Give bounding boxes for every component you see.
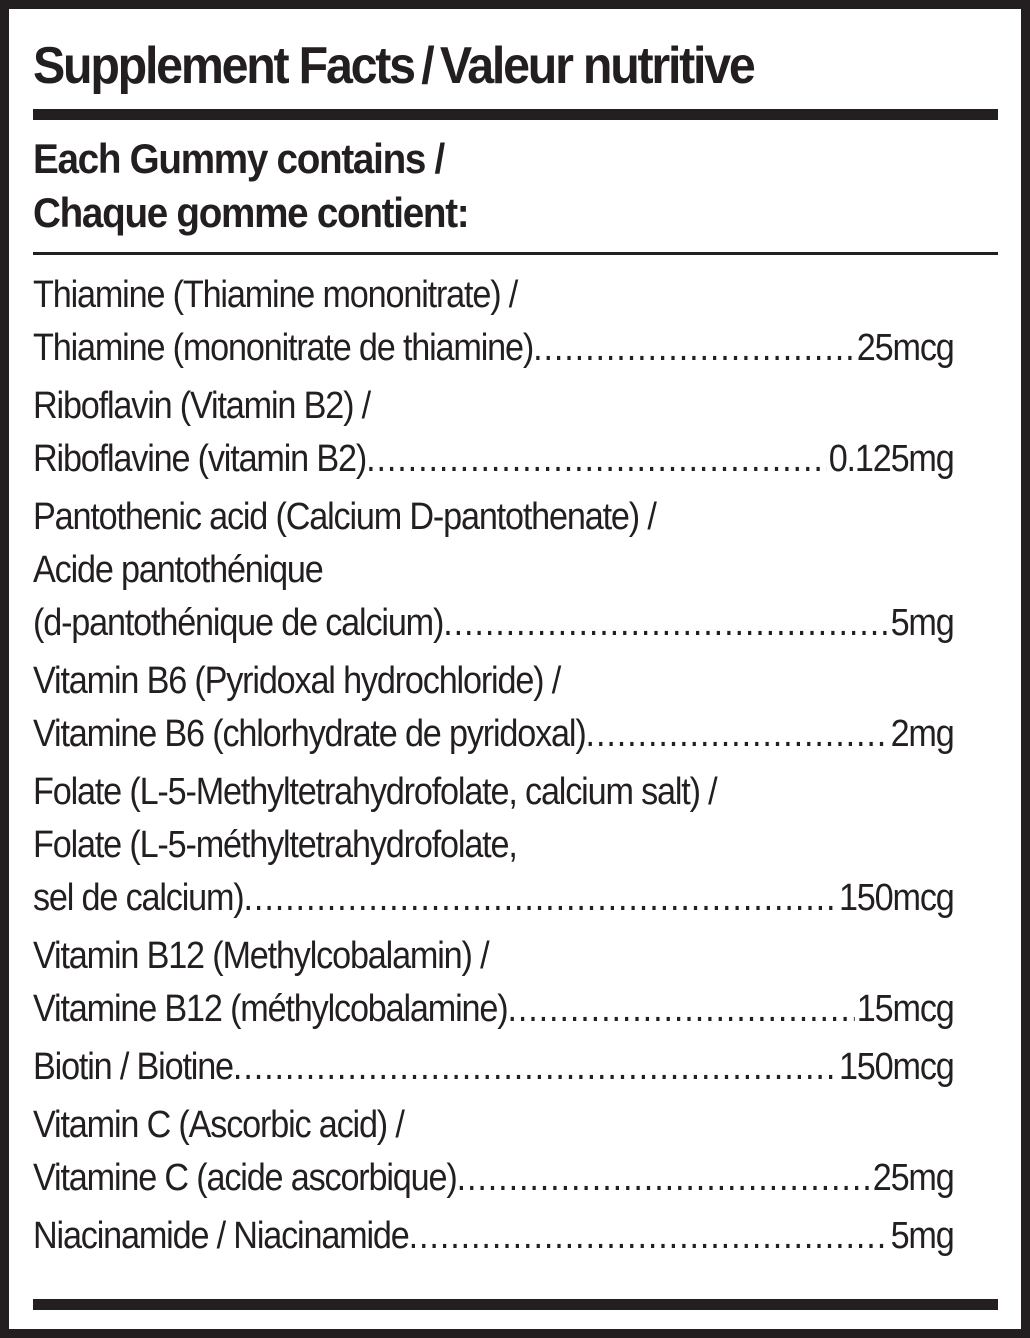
serving-heading — [33, 132, 921, 240]
ingredient-name-line: Pantothenic acid (Calcium D-pantothenate) / — [33, 496, 656, 538]
ingredient-name-line: Vitamin C (Ascorbic acid) / — [33, 1104, 404, 1146]
ingredient-amount-line — [33, 1041, 954, 1094]
ingredient-name-line: Riboflavin (Vitamin B2) / — [33, 385, 370, 427]
ingredient-name-line: Vitamin B6 (Pyridoxal hydrochloride) / — [33, 660, 561, 702]
serving-line-french: Chaque gomme contient: — [33, 189, 469, 236]
ingredient-amount-line — [33, 597, 954, 650]
ingredient-row — [33, 491, 954, 650]
ingredient-name-line: (d-pantothénique de calcium) — [33, 602, 444, 644]
ingredient-amount-line — [33, 872, 954, 925]
dot-leader — [244, 872, 838, 925]
ingredient-row — [33, 1099, 954, 1205]
ingredient-row — [33, 655, 954, 761]
ingredient-name-line: Folate (L-5-méthyltetrahydrofolate, — [33, 824, 517, 866]
ingredient-amount: 0.125mg — [828, 438, 954, 480]
ingredient-name-line: Riboflavine (vitamin B2) — [33, 438, 367, 480]
ingredient-amount-line — [33, 708, 954, 761]
ingredient-row — [33, 1210, 954, 1263]
ingredient-row — [33, 1041, 954, 1094]
ingredient-row — [33, 766, 954, 925]
ingredient-amount-line — [33, 1152, 954, 1205]
ingredient-name-line: Folate (L-5-Methyltetrahydrofolate, calcium salt) / — [33, 771, 717, 813]
dot-leader — [533, 322, 855, 375]
ingredient-amount: 15mcg — [856, 988, 954, 1030]
ingredient-amount-line — [33, 433, 954, 486]
ingredient-amount: 2mg — [890, 713, 954, 755]
title-divider — [33, 109, 998, 120]
ingredient-name-line: Biotin / Biotine — [33, 1046, 233, 1088]
ingredient-row — [33, 930, 954, 1036]
ingredient-name-line: Niacinamide / Niacinamide — [33, 1215, 409, 1257]
ingredient-amount-line — [33, 322, 954, 375]
ingredient-list — [33, 269, 998, 1263]
ingredient-amount: 25mcg — [856, 327, 954, 369]
ingredient-amount: 5mg — [890, 1215, 954, 1257]
ingredient-name-line: sel de calcium) — [33, 877, 244, 919]
ingredient-name-line: Acide pantothénique — [33, 549, 323, 591]
ingredient-amount-line — [33, 1210, 954, 1263]
ingredient-name-line: Vitamine C (acide ascorbique) — [33, 1157, 457, 1199]
ingredient-amount: 25mg — [872, 1157, 954, 1199]
label-title: Supplement Facts / Valeur nutritive — [33, 37, 754, 95]
label-content — [33, 31, 998, 1268]
dot-leader — [457, 1152, 871, 1205]
ingredient-name-line: Vitamin B12 (Methylcobalamin) / — [33, 935, 489, 977]
dot-leader — [366, 433, 827, 486]
bottom-divider — [33, 1299, 998, 1310]
ingredient-amount-line — [33, 983, 954, 1036]
ingredient-row — [33, 380, 954, 486]
dot-leader — [443, 597, 889, 650]
dot-leader — [586, 708, 889, 761]
ingredient-amount: 150mcg — [838, 1046, 954, 1088]
serving-divider — [33, 252, 998, 255]
ingredient-name-line: Thiamine (mononitrate de thiamine) — [33, 327, 534, 369]
dot-leader — [409, 1210, 889, 1263]
dot-leader — [233, 1041, 837, 1094]
serving-line-english: Each Gummy contains / — [33, 135, 444, 182]
ingredient-name-line: Thiamine (Thiamine mononitrate) / — [33, 274, 518, 316]
ingredient-row — [33, 269, 954, 375]
ingredient-amount: 150mcg — [838, 877, 954, 919]
ingredient-name-line: Vitamine B12 (méthylcobalamine) — [33, 988, 508, 1030]
dot-leader — [507, 983, 855, 1036]
ingredient-name-line: Vitamine B6 (chlorhydrate de pyridoxal) — [33, 713, 586, 755]
ingredient-amount: 5mg — [890, 602, 954, 644]
